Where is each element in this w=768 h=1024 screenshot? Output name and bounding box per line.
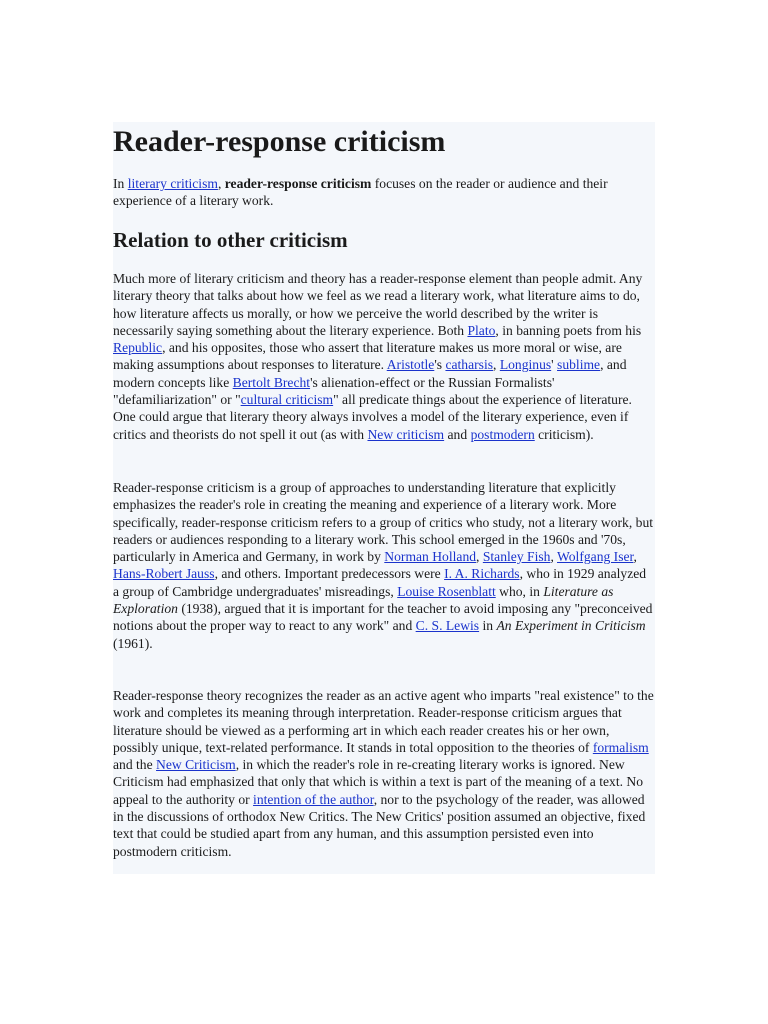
page-title: Reader-response criticism — [113, 125, 446, 158]
paragraph-2 — [113, 479, 655, 652]
document-page — [113, 122, 655, 874]
link-cs-lewis[interactable]: C. S. Lewis — [415, 618, 480, 634]
text-run: , nor to the psychology of the reader, was allowed in the discussions of orthodox New Critics. The New Critics' position assumed an objective, fixed text that could be studied apart from any human, and this assumption persisted even into postmodern criticism. — [113, 791, 646, 859]
text-run: focuses on the reader or audience and their experience of a literary work. — [113, 176, 608, 209]
link-hans-robert-jauss[interactable]: Hans-Robert Jauss — [113, 566, 215, 582]
link-longinus[interactable]: Longinus — [499, 357, 552, 373]
bold-term: reader-response criticism — [224, 176, 372, 191]
text-run: , and others. Important predecessors were — [214, 566, 445, 582]
text-run: 's — [434, 357, 446, 373]
link-republic[interactable]: Republic — [113, 340, 163, 356]
text-run: , and modern concepts like — [113, 357, 627, 390]
link-plato[interactable]: Plato — [467, 322, 496, 338]
link-wolfgang-iser[interactable]: Wolfgang Iser — [557, 549, 634, 565]
text-run: and — [444, 426, 471, 442]
paragraph-1 — [113, 270, 655, 443]
text-run: , — [217, 176, 225, 191]
text-run: Reader-response criticism is a group of approaches to understanding literature that explicitly emphasizes the reader's role in creating the meaning and experience of a literary work. More specifically, reader-response criticism refers to a group of critics who study, not a literary work, but readers or audiences responding to a literary work. This school emerged in the 1960s and '70s, particularly in America and Germany, in work by — [113, 480, 654, 565]
text-run: , — [476, 549, 483, 565]
text-run: , who in 1929 analyzed a group of Cambridge undergraduates' misreadings, — [113, 566, 647, 599]
text-run: , — [493, 357, 500, 373]
text-run: Much more of literary criticism and theory has a reader-response element than people admit. Any literary theory that talks about how we feel as we read a literary work, what literature aims to do, how literature affects us morally, or how we perceive the world described by the writer is necessarily saying something about the literary experience. Both — [113, 271, 643, 338]
intro-paragraph — [113, 175, 655, 210]
text-run: criticism). — [534, 426, 594, 442]
text-run: , and his opposites, those who assert that literature makes us more moral or wise, are making assumptions about responses to literature. — [113, 340, 622, 373]
link-stanley-fish[interactable]: Stanley Fish — [482, 549, 551, 565]
text-run: ' — [551, 357, 558, 373]
link-postmodern[interactable]: postmodern — [470, 426, 535, 442]
text-run: , — [633, 549, 637, 565]
link-sublime[interactable]: sublime — [557, 357, 601, 373]
link-norman-holland[interactable]: Norman Holland — [384, 549, 477, 565]
text-run: (1961). — [113, 635, 153, 651]
text-run: (1938), argued that it is important for the teacher to avoid imposing any "preconceived notions about the proper way to react to any work" and — [113, 601, 653, 634]
link-cultural-criticism[interactable]: cultural criticism — [240, 392, 334, 408]
link-new-criticism[interactable]: New Criticism — [156, 757, 236, 773]
text-run: " all predicate things about the experience of literature. One could argue that literary theory always involves a model of the literary experience, even if critics and theorists do not spell it out (as with — [113, 392, 632, 442]
text-run: , in which the reader's role in re-creating literary works is ignored. New Criticism had emphasized that only that which is within a text is part of the meaning of a text. No appeal to the authority or — [113, 757, 644, 807]
text-run: who, in — [495, 583, 544, 599]
book-title: Literature as Exploration — [113, 583, 614, 617]
text-run: Reader-response theory recognizes the reader as an active agent who imparts "real existence" to the work and completes its meaning through interpretation. Reader-response criticism argues that literature should be viewed as a performing art in which each reader creates his or her own, possibly unique, text-related performance. It stands in total opposition to the theories of — [113, 688, 654, 755]
text-run: , — [550, 549, 558, 565]
text-run: and the — [113, 757, 157, 773]
text-run: , in banning poets from his — [495, 322, 642, 338]
text-run: 's alienation-effect or the Russian Formalists' "defamiliarization" or " — [113, 374, 555, 408]
section-heading: Relation to other criticism — [113, 228, 348, 252]
link-ia-richards[interactable]: I. A. Richards — [444, 566, 520, 582]
book-title: An Experiment in Criticism — [496, 618, 646, 634]
link-bertolt-brecht[interactable]: Bertolt Brecht — [232, 374, 311, 390]
link-formalism[interactable]: formalism — [592, 739, 649, 755]
text-run: In — [113, 176, 128, 191]
link-new-criticism[interactable]: New criticism — [367, 426, 445, 442]
link-catharsis[interactable]: catharsis — [445, 357, 494, 373]
text-run: in — [479, 618, 497, 634]
link-literary-criticism[interactable]: literary criticism — [127, 176, 218, 191]
link-intention-of-the-author[interactable]: intention of the author — [253, 791, 374, 807]
paragraph-3 — [113, 687, 655, 860]
link-aristotle[interactable]: Aristotle — [386, 357, 435, 373]
link-louise-rosenblatt[interactable]: Louise Rosenblatt — [397, 583, 496, 599]
